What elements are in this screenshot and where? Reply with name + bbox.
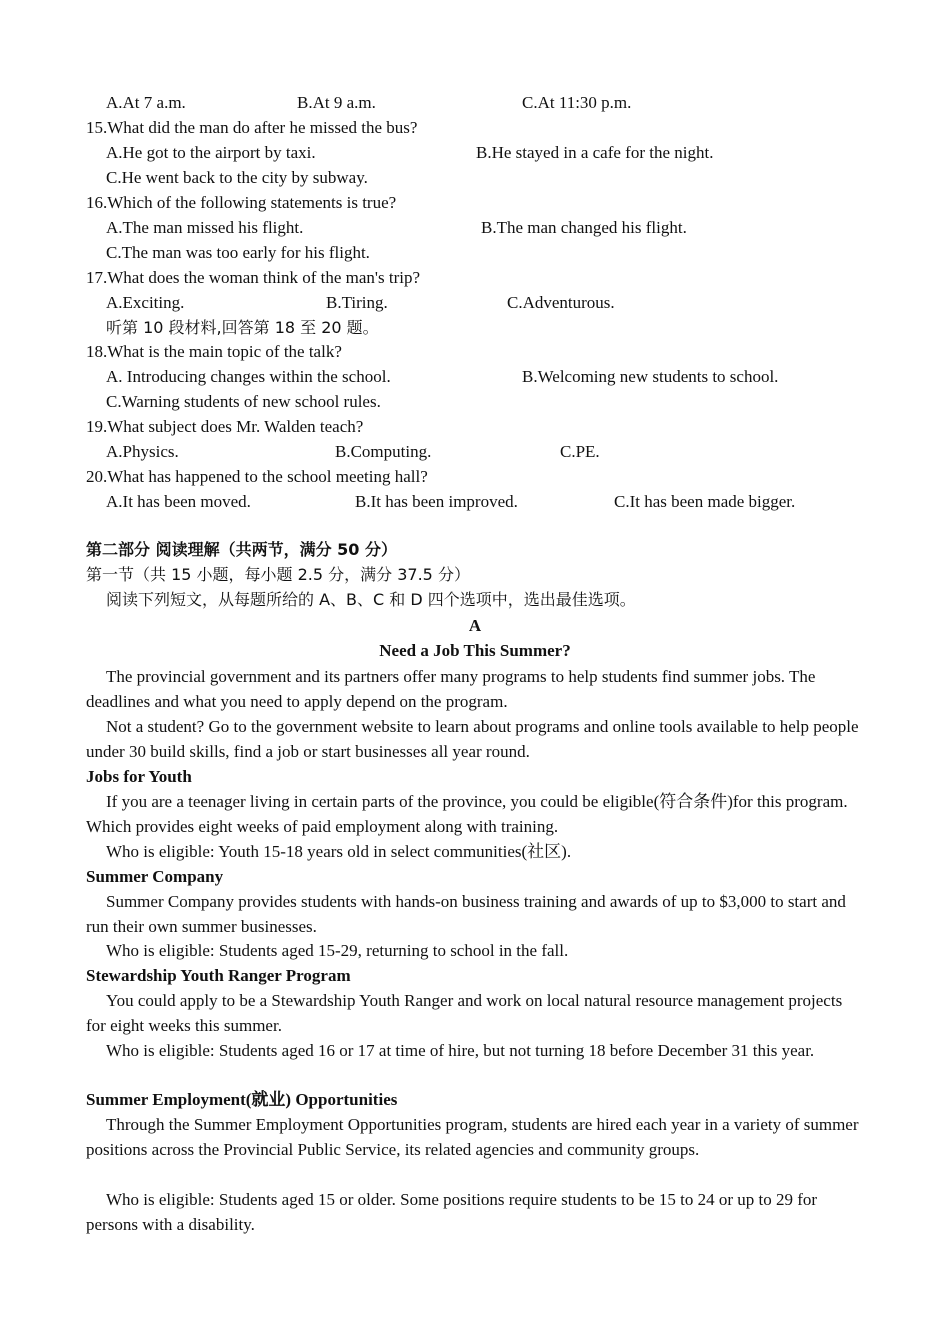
section-one-title: 第一节（共 15 小题，每小题 2.5 分，满分 37.5 分）: [86, 565, 470, 584]
q18-option-c: C.Warning students of new school rules.: [106, 392, 381, 411]
q18-option-a: A. Introducing changes within the school.: [106, 367, 391, 386]
q20-option-b: B.It has been improved.: [355, 492, 518, 511]
q20-option-a: A.It has been moved.: [106, 492, 251, 511]
q19-option-b: B.Computing.: [335, 442, 432, 461]
q17-option-b: B.Tiring.: [326, 293, 388, 312]
q15-option-c: C.He went back to the city by subway.: [106, 168, 368, 187]
program-eligibility-jobs-for-youth: Who is eligible: Youth 15-18 years old in select communities(社区).: [106, 842, 572, 861]
q16-option-c: C.The man was too early for his flight.: [106, 243, 370, 262]
q20-question: 20.What has happened to the school meeting hall?: [86, 467, 428, 486]
program-eligibility-summer-company: Who is eligible: Students aged 15-29, returning to school in the fall.: [106, 941, 569, 960]
q18-question: 18.What is the main topic of the talk?: [86, 342, 342, 361]
q14-option-c: C.At 11:30 p.m.: [522, 93, 632, 112]
q14-option-b: B.At 9 a.m.: [297, 93, 376, 112]
program-eligibility-summer-employment: Who is eligible: Students aged 15 or older. Some positions require students to be 15 to 24 or up to 29 for persons with a disability.: [86, 1190, 818, 1234]
q14-option-a: A.At 7 a.m.: [106, 93, 186, 112]
q17-option-c: C.Adventurous.: [507, 293, 615, 312]
intro-paragraph-1: The provincial government and its partners offer many programs to help students find summer jobs. The deadlines and what you need to apply depend on the program.: [86, 667, 816, 711]
program-description-jobs-for-youth: If you are a teenager living in certain parts of the province, you could be eligible(符合条件)for this program. Which provides eight weeks of paid employment along with training.: [86, 792, 848, 836]
part-two-title: 第二部分 阅读理解（共两节，满分 50 分）: [86, 540, 397, 559]
reading-instructions: 阅读下列短文，从每题所给的 A、B、C 和 D 四个选项中，选出最佳选项。: [106, 590, 636, 609]
program-heading-summer-company: Summer Company: [86, 867, 224, 886]
passage-title: Need a Job This Summer?: [379, 641, 571, 660]
q20-option-c: C.It has been made bigger.: [614, 492, 796, 511]
program-description-summer-employment: Through the Summer Employment Opportunities program, students are hired each year in a variety of summer positions across the Provincial Public Service, its related agencies and community groups.: [86, 1115, 859, 1159]
q19-option-c: C.PE.: [560, 442, 600, 461]
q15-option-a: A.He got to the airport by taxi.: [106, 143, 316, 162]
q16-option-a: A.The man missed his flight.: [106, 218, 304, 237]
q16-question: 16.Which of the following statements is true?: [86, 193, 397, 212]
q19-option-a: A.Physics.: [106, 442, 179, 461]
q15-question: 15.What did the man do after he missed the bus?: [86, 118, 418, 137]
q15-option-b: B.He stayed in a cafe for the night.: [476, 143, 714, 162]
passage-label: A: [468, 616, 482, 635]
q17-option-a: A.Exciting.: [106, 293, 185, 312]
q18-option-b: B.Welcoming new students to school.: [522, 367, 779, 386]
q17-question: 17.What does the woman think of the man's trip?: [86, 268, 421, 287]
intro-paragraph-2: Not a student? Go to the government website to learn about programs and online tools available to help people under 30 build skills, find a job or start businesses all year round.: [86, 717, 859, 761]
q16-option-b: B.The man changed his flight.: [481, 218, 687, 237]
program-heading-stewardship: Stewardship Youth Ranger Program: [86, 966, 351, 985]
program-heading-summer-employment: Summer Employment(就业) Opportunities: [86, 1090, 398, 1109]
program-heading-jobs-for-youth: Jobs for Youth: [86, 767, 192, 786]
program-eligibility-stewardship: Who is eligible: Students aged 16 or 17 at time of hire, but not turning 18 before December 31 this year.: [106, 1041, 815, 1060]
program-description-stewardship: You could apply to be a Stewardship Youth Ranger and work on local natural resource management projects for eight weeks this summer.: [86, 991, 843, 1035]
program-description-summer-company: Summer Company provides students with hands-on business training and awards of up to $3,000 to start and run their own summer businesses.: [86, 892, 846, 936]
section-10-note: 听第 10 段材料,回答第 18 至 20 题。: [106, 318, 379, 337]
q19-question: 19.What subject does Mr. Walden teach?: [86, 417, 364, 436]
